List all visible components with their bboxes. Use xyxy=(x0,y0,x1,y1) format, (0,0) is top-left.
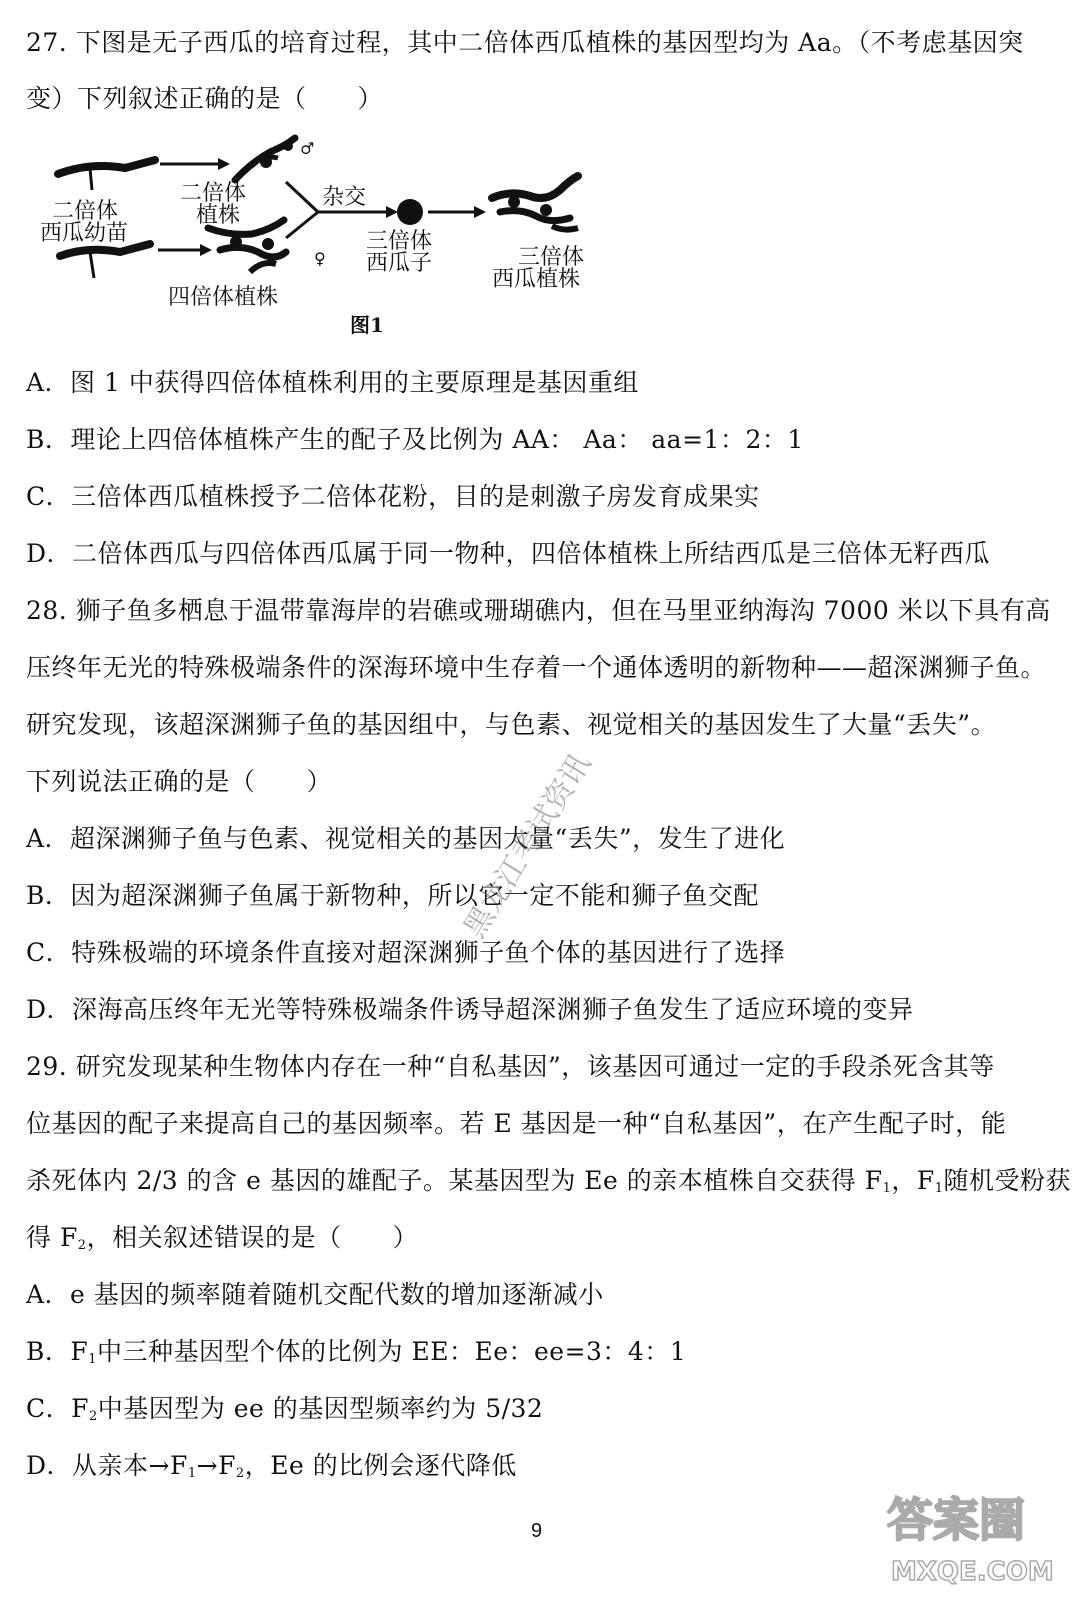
q29-stem-line4: 得 $F_2$，相关叙述错误的是（ ） xyxy=(26,1223,419,1253)
arrow-to-triploid xyxy=(428,206,486,218)
q29-option-b: B．$F_1$中三种基因型个体的比例为 EE：Ee：ee=3：4：1 xyxy=(26,1337,687,1367)
q28-option-a: A．超深渊狮子鱼与色素、视觉相关的基因大量“丢失”，发生了进化 xyxy=(26,824,786,853)
q29-stem-line3: 杀死体内 2/3 的含 e 基因的雄配子。某基因型为 Ee 的亲本植株自交获得 $F_1$，$F_1$随机受粉获 xyxy=(26,1166,1071,1196)
female-symbol: ♀ xyxy=(314,249,326,268)
triploid-plant xyxy=(492,176,578,230)
figure-caption: 图1 xyxy=(350,313,384,337)
q28-stem-line3: 研究发现，该超深渊狮子鱼的基因组中，与色素、视觉相关的基因发生了大量“丢失”。 xyxy=(26,710,997,739)
q28-stem-line1: 28. 狮子鱼多栖息于温带靠海岸的岩礁或珊瑚礁内，但在马里亚纳海沟 7000 米以下具有高 xyxy=(26,596,1051,625)
q29-stem-line1: 29. 研究发现某种生物体内存在一种“自私基因”，该基因可通过一定的手段杀死含其等 xyxy=(26,1052,995,1081)
triploid-seed xyxy=(397,199,423,225)
arrow-to-tetraploid xyxy=(158,244,212,256)
tetraploid-label: 四倍体植株 xyxy=(168,285,279,310)
male-symbol: ♂ xyxy=(300,139,315,158)
q27-option-a: A．图 1 中获得四倍体植株利用的主要原理是基因重组 xyxy=(26,368,639,397)
q28-option-d: D．深海高压终年无光等特殊极端条件诱导超深渊狮子鱼发生了适应环境的变异 xyxy=(26,995,914,1024)
arrow-to-diploid xyxy=(160,158,230,170)
cross-label: 杂交 xyxy=(322,185,367,210)
diploid-plant xyxy=(235,138,295,180)
diploid-seedling-top xyxy=(58,160,155,190)
seed-label-1: 三倍体 xyxy=(366,229,433,254)
q27-option-b: B．理论上四倍体植株产生的配子及比例为 AA： Aa： aa=1：2：1 xyxy=(26,425,804,454)
q28-option-b: B．因为超深渊狮子鱼属于新物种，所以它一定不能和狮子鱼交配 xyxy=(26,881,759,910)
q27-stem-line1: 27. 下图是无子西瓜的培育过程，其中二倍体西瓜植株的基因型均为 Aa。（不考虑基因突 xyxy=(26,28,1024,57)
watermark-text: 黑龙江考试资讯 xyxy=(457,747,599,945)
diploid-seedling-bottom xyxy=(60,244,150,278)
diploid-label-1: 二倍体 xyxy=(180,181,247,206)
q29-option-c: C．$F_2$中基因型为 ee 的基因型频率约为 5/32 xyxy=(26,1394,544,1424)
q27-option-d: D．二倍体西瓜与四倍体西瓜属于同一物种，四倍体植株上所结西瓜是三倍体无籽西瓜 xyxy=(26,539,991,568)
site-logo xyxy=(875,1476,1065,1596)
logo-top-text: 答案圈 xyxy=(887,1493,1025,1547)
q27-figure xyxy=(30,132,650,342)
seedling-label-2: 西瓜幼苗 xyxy=(40,221,129,246)
page-number: 9 xyxy=(530,1520,543,1542)
q28-option-c: C．特殊极端的环境条件直接对超深渊狮子鱼个体的基因进行了选择 xyxy=(26,938,786,967)
seedling-label-1: 二倍体 xyxy=(52,199,119,224)
logo-bottom-text: MXQE.COM xyxy=(891,1557,1054,1587)
triploid-label-2: 西瓜植株 xyxy=(492,267,581,292)
q29-option-a: A．e 基因的频率随着随机交配代数的增加逐渐减小 xyxy=(26,1280,604,1309)
q27-stem-line2: 变）下列叙述正确的是（ ） xyxy=(26,84,384,113)
q29-option-d: D．从亲本$\to F_1\to F_2$，Ee 的比例会逐代降低 xyxy=(26,1451,517,1481)
triploid-label-1: 三倍体 xyxy=(518,245,585,270)
q28-stem-line4: 下列说法正确的是（ ） xyxy=(26,767,333,796)
diploid-label-2: 植株 xyxy=(196,203,241,228)
q29-stem-line2: 位基因的配子来提高自己的基因频率。若 E 基因是一种“自私基因”，在产生配子时，能 xyxy=(26,1109,1007,1138)
q27-option-c: C．三倍体西瓜植株授予二倍体花粉，目的是刺激子房发育成果实 xyxy=(26,482,760,511)
watermark xyxy=(440,640,740,960)
seed-label-2: 西瓜子 xyxy=(366,251,433,276)
q28-stem-line2: 压终年无光的特殊极端条件的深海环境中生存着一个通体透明的新物种——超深渊狮子鱼。 xyxy=(26,653,1047,682)
